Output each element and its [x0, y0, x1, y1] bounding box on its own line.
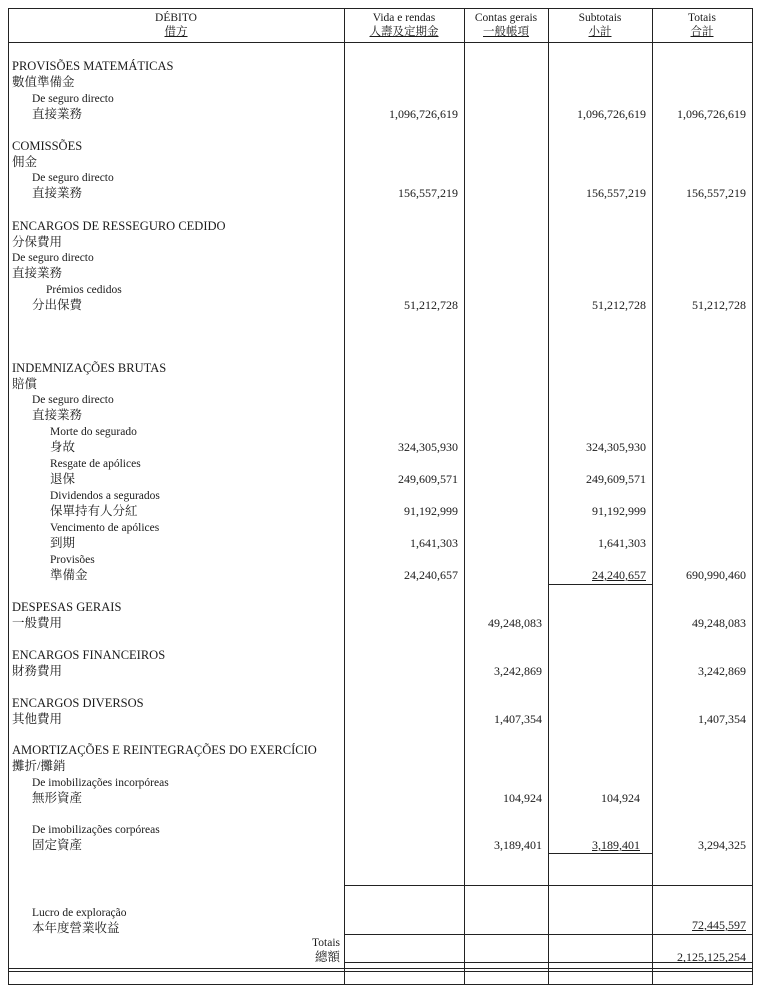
- indemnizacoes-item-pt: Resgate de apólices: [50, 458, 141, 470]
- indemnizacoes-item-col3: 24,240,657: [592, 568, 646, 582]
- amortizacoes-incorp-pt: De imobilizações incorpóreas: [32, 777, 169, 789]
- rule-header-bottom: [8, 42, 753, 43]
- rule-subtotal-amortizacoes: [548, 853, 652, 854]
- header-debito-pt: DÉBITO: [155, 12, 197, 24]
- provisoes-sub-pt: De seguro directo: [32, 93, 114, 105]
- provisoes-col4: 1,096,726,619: [677, 107, 746, 121]
- rule-totais-top: [344, 934, 753, 935]
- provisoes-sub-zh: 直接業務: [32, 107, 83, 121]
- header-debito-zh: 借方: [164, 26, 188, 38]
- resseguro-sub-zh: 直接業務: [12, 266, 63, 280]
- lucro-zh: 本年度營業收益: [32, 921, 120, 935]
- indemnizacoes-title-zh: 賠償: [12, 377, 38, 391]
- indemnizacoes-sub-pt: De seguro directo: [32, 394, 114, 406]
- indemnizacoes-item-col1: 1,641,303: [410, 536, 458, 550]
- financeiros-title-zh: 財務費用: [12, 664, 63, 678]
- indemnizacoes-item-col1: 24,240,657: [404, 568, 458, 582]
- indemnizacoes-item-col3: 249,609,571: [586, 472, 646, 486]
- amortizacoes-col4: 3,294,325: [698, 838, 746, 852]
- indemnizacoes-item-pt: Dividendos a segurados: [50, 490, 160, 502]
- resseguro-col4: 51,212,728: [692, 298, 746, 312]
- despesas-title-zh: 一般費用: [12, 616, 63, 630]
- diversos-title-pt: ENCARGOS DIVERSOS: [12, 696, 144, 710]
- indemnizacoes-item-col1: 249,609,571: [398, 472, 458, 486]
- financeiros-title-pt: ENCARGOS FINANCEIROS: [12, 648, 166, 662]
- comissoes-col3: 156,557,219: [586, 186, 646, 200]
- indemnizacoes-item-col3: 1,641,303: [598, 536, 646, 550]
- header-col1-zh: 人壽及定期金: [369, 26, 439, 38]
- comissoes-col1: 156,557,219: [398, 186, 458, 200]
- amortizacoes-corp-col2: 3,189,401: [494, 838, 542, 852]
- header-col4-pt: Totais: [688, 12, 716, 24]
- indemnizacoes-item-zh: 退保: [50, 472, 76, 486]
- resseguro-title-zh: 分保費用: [12, 235, 63, 249]
- rule-bottom-border-1: [8, 968, 753, 969]
- indemnizacoes-item-zh: 身故: [50, 440, 76, 454]
- indemnizacoes-item-zh: 準備金: [50, 568, 88, 582]
- resseguro-title-pt: ENCARGOS DE RESSEGURO CEDIDO: [12, 219, 226, 233]
- rule-col1-left: [344, 8, 345, 984]
- comissoes-col4: 156,557,219: [686, 186, 746, 200]
- financeiros-col4: 3,242,869: [698, 664, 746, 678]
- header-col1-pt: Vida e rendas: [372, 12, 436, 24]
- indemnizacoes-item-pt: Vencimento de apólices: [50, 522, 160, 534]
- resseguro-col3: 51,212,728: [592, 298, 646, 312]
- amortizacoes-corp-zh: 固定資產: [32, 838, 83, 852]
- indemnizacoes-sub-zh: 直接業務: [32, 408, 83, 422]
- indemnizacoes-item-pt: Provisões: [50, 554, 95, 566]
- resseguro-col1: 51,212,728: [404, 298, 458, 312]
- diversos-col2: 1,407,354: [494, 712, 542, 726]
- resseguro-item-zh: 分出保費: [32, 298, 83, 312]
- indemnizacoes-title-pt: INDEMNIZAÇÕES BRUTAS: [12, 361, 167, 375]
- amortizacoes-incorp-zh: 無形資產: [32, 791, 83, 805]
- header-col2-pt: Contas gerais: [474, 12, 538, 24]
- resseguro-item-pt: Prémios cedidos: [46, 284, 122, 296]
- amortizacoes-corp-pt: De imobilizações corpóreas: [32, 824, 160, 836]
- totais-col4: 2,125,125,254: [677, 950, 746, 964]
- totais-pt: Totais: [312, 937, 340, 949]
- rule-lucro-top: [344, 885, 753, 886]
- resseguro-sub-pt: De seguro directo: [12, 252, 94, 264]
- indemnizacoes-item-zh: 到期: [50, 536, 76, 550]
- diversos-title-zh: 其他費用: [12, 712, 63, 726]
- provisoes-col1: 1,096,726,619: [389, 107, 458, 121]
- amortizacoes-title-pt: AMORTIZAÇÕES E REINTEGRAÇÕES DO EXERCÍCIO: [12, 743, 317, 757]
- lucro-col4: 72,445,597: [692, 918, 746, 932]
- despesas-title-pt: DESPESAS GERAIS: [12, 600, 122, 614]
- diversos-col4: 1,407,354: [698, 712, 746, 726]
- despesas-col4: 49,248,083: [692, 616, 746, 630]
- rule-subtotal-provisoes: [548, 584, 652, 585]
- despesas-col2: 49,248,083: [488, 616, 542, 630]
- totais-zh: 總額: [314, 950, 340, 964]
- rule-bottom-border-3: [8, 984, 753, 985]
- amortizacoes-incorp-col3: 104,924: [601, 791, 640, 805]
- amortizacoes-title-zh: 攤折/攤銷: [12, 759, 66, 773]
- comissoes-sub-zh: 直接業務: [32, 186, 83, 200]
- comissoes-title-zh: 佣金: [12, 155, 38, 169]
- indemnizacoes-item-zh: 保單持有人分紅: [50, 504, 138, 518]
- provisoes-title-pt: PROVISÕES MATEMÁTICAS: [12, 59, 174, 73]
- amortizacoes-corp-col3: 3,189,401: [592, 838, 640, 852]
- rule-top-border: [8, 8, 753, 9]
- indemnizacoes-item-col3: 91,192,999: [592, 504, 646, 518]
- financeiros-col2: 3,242,869: [494, 664, 542, 678]
- comissoes-sub-pt: De seguro directo: [32, 172, 114, 184]
- header-col2-zh: 一般帳項: [483, 26, 529, 38]
- header-col3-zh: 小計: [588, 26, 612, 38]
- indemnizacoes-col4: 690,990,460: [686, 568, 746, 582]
- amortizacoes-incorp-col2: 104,924: [503, 791, 542, 805]
- header-col4-zh: 合計: [690, 26, 714, 38]
- indemnizacoes-item-col1: 91,192,999: [404, 504, 458, 518]
- indemnizacoes-item-col1: 324,305,930: [398, 440, 458, 454]
- comissoes-title-pt: COMISSÕES: [12, 139, 83, 153]
- header-col3-pt: Subtotais: [578, 12, 622, 24]
- provisoes-title-zh: 數值準備金: [12, 75, 75, 89]
- rule-left-border: [8, 8, 9, 984]
- indemnizacoes-item-pt: Morte do segurado: [50, 426, 137, 438]
- lucro-pt: Lucro de exploração: [32, 907, 127, 919]
- indemnizacoes-item-col3: 324,305,930: [586, 440, 646, 454]
- provisoes-col3: 1,096,726,619: [577, 107, 646, 121]
- rule-bottom-border-2: [8, 971, 753, 972]
- rule-right-border: [752, 8, 753, 984]
